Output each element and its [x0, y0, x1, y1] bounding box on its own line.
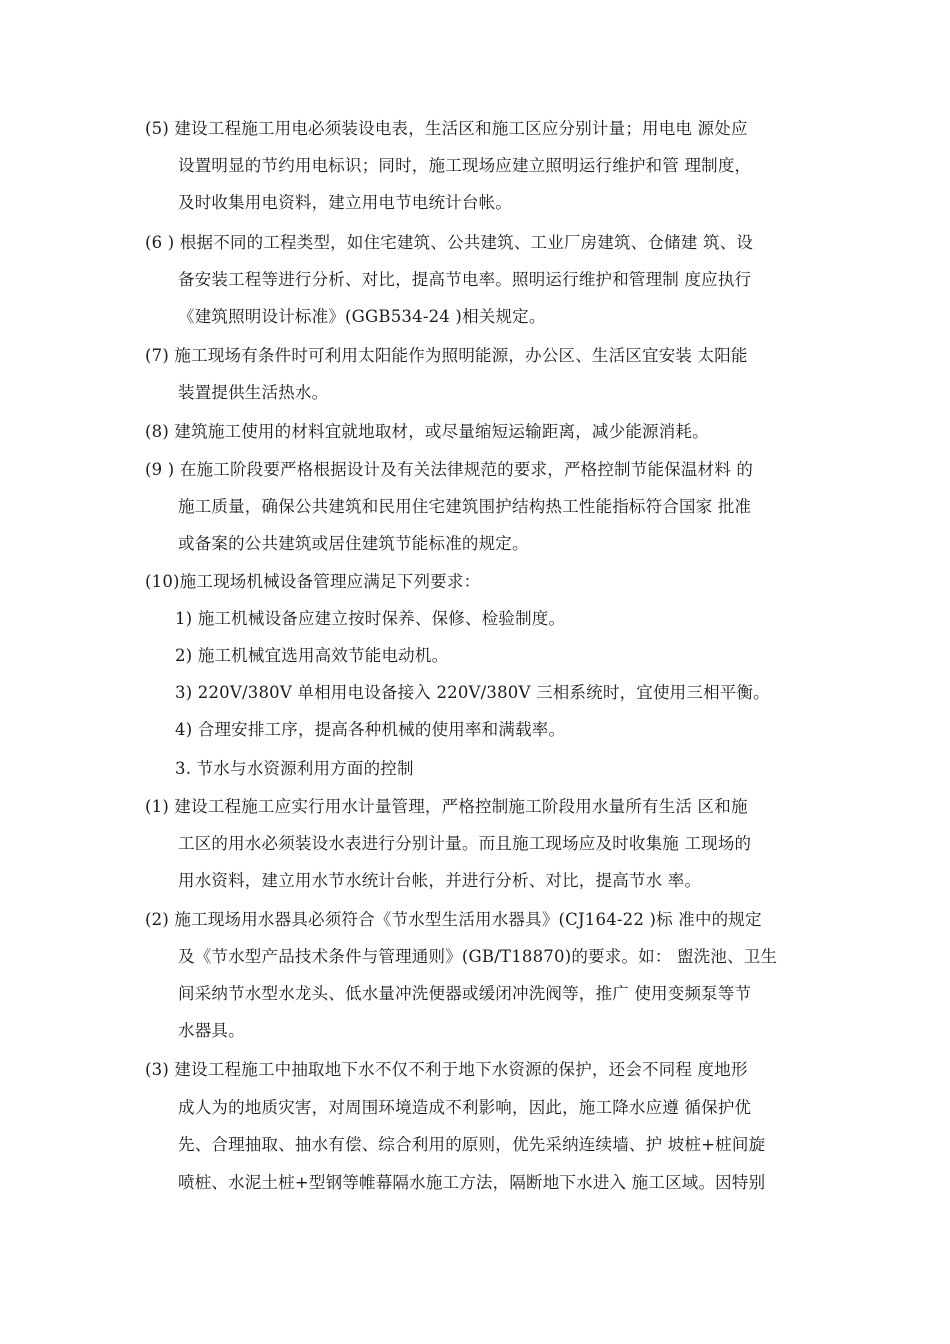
list-item-3: 3) 220V/380V 单相用电设备接入 220V/380V 三相系统时，宜使用三相平衡。	[175, 683, 770, 702]
paragraph-6-line-3: 《建筑照明设计标准》(GGB534-24 )相关规定。	[178, 307, 546, 326]
water-paragraph-3-line-1: (3) 建设工程施工中抽取地下水不仅不利于地下水资源的保护，还会不同程 度地形	[145, 1060, 748, 1079]
water-paragraph-1-line-3: 用水资料，建立用水节水统计台帐，并进行分析、对比，提高节水 率。	[178, 871, 702, 890]
water-paragraph-3-line-3: 先、合理抽取、抽水有偿、综合利用的原则，优先采纳连续墙、护 坡桩+桩间旋	[178, 1135, 766, 1154]
paragraph-5-line-1: (5) 建设工程施工用电必须装设电表，生活区和施工区应分别计量；用电电 源处应	[145, 119, 748, 138]
paragraph-7-line-2: 装置提供生活热水。	[178, 383, 329, 402]
water-paragraph-3-line-2: 成人为的地质灾害，对周围环境造成不利影响，因此，施工降水应遵 循保护优	[178, 1098, 752, 1117]
water-paragraph-3-line-4: 喷桩、水泥土桩+型钢等帷幕隔水施工方法，隔断地下水进入 施工区域。因特别	[178, 1173, 766, 1192]
list-item-1: 1) 施工机械设备应建立按时保养、保修、检验制度。	[175, 609, 566, 628]
paragraph-5-line-3: 及时收集用电资料，建立用电节电统计台帐。	[178, 193, 512, 212]
water-paragraph-2-line-4: 水器具。	[178, 1021, 245, 1040]
paragraph-10-line-1: (10)施工现场机械设备管理应满足下列要求：	[145, 572, 481, 591]
water-paragraph-2-line-3: 间采纳节水型水龙头、低水量冲洗便器或缓闭冲洗阀等，推广 使用变频泵等节	[178, 984, 752, 1003]
paragraph-6-line-2: 备安装工程等进行分析、对比，提高节电率。照明运行维护和管理制 度应执行	[178, 270, 752, 289]
paragraph-8-line-1: (8) 建筑施工使用的材料宜就地取材，或尽量缩短运输距离，减少能源消耗。	[145, 422, 709, 441]
water-paragraph-1-line-2: 工区的用水必须装设水表进行分别计量。而且施工现场应及时收集施 工现场的	[178, 834, 752, 853]
water-paragraph-1-line-1: (1) 建设工程施工应实行用水计量管理，严格控制施工阶段用水量所有生活 区和施	[145, 797, 748, 816]
paragraph-9-line-1: (9 ) 在施工阶段要严格根据设计及有关法律规范的要求，严格控制节能保温材料 的	[145, 460, 754, 479]
paragraph-7-line-1: (7) 施工现场有条件时可利用太阳能作为照明能源，办公区、生活区宜安装 太阳能	[145, 346, 748, 365]
section-heading: 3. 节水与水资源利用方面的控制	[175, 759, 414, 778]
paragraph-5-line-2: 设置明显的节约用电标识；同时，施工现场应建立照明运行维护和管 理制度，	[178, 156, 752, 175]
water-paragraph-2-line-2: 及《节水型产品技术条件与管理通则》(GB/T18870)的要求。如： 盥洗池、卫生	[178, 947, 778, 966]
paragraph-6-line-1: (6 ) 根据不同的工程类型，如住宅建筑、公共建筑、工业厂房建筑、仓储建 筑、设	[145, 233, 754, 252]
paragraph-9-line-2: 施工质量，确保公共建筑和民用住宅建筑围护结构热工性能指标符合国家 批准	[178, 497, 752, 516]
water-paragraph-2-line-1: (2) 施工现场用水器具必须符合《节水型生活用水器具》(CJ164-22 )标 准中的规定	[145, 910, 762, 929]
list-item-4: 4) 合理安排工序，提高各种机械的使用率和满载率。	[175, 720, 566, 739]
paragraph-9-line-3: 或备案的公共建筑或居住建筑节能标准的规定。	[178, 534, 529, 553]
list-item-2: 2) 施工机械宜选用高效节能电动机。	[175, 646, 449, 665]
